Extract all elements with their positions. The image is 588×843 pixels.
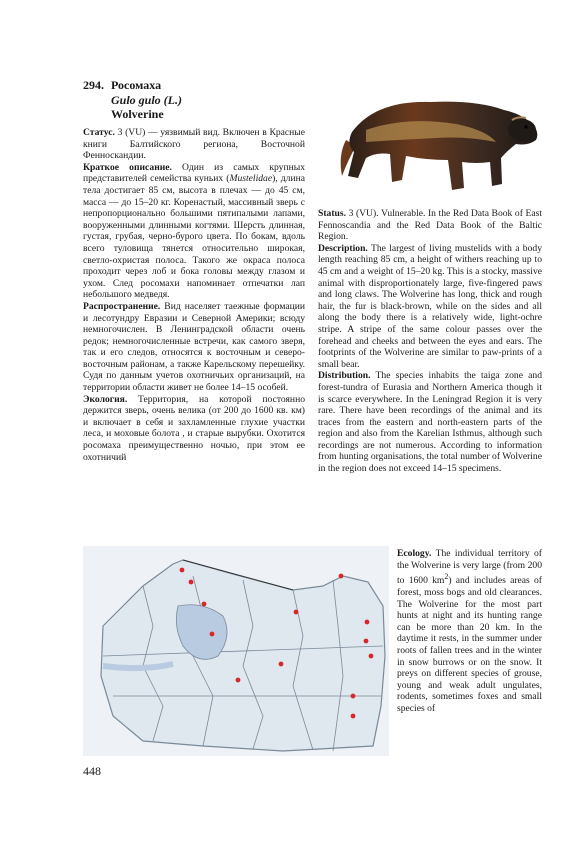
en-status-text: 3 (VU). Vulnerable. In the Red Data Book of East Fennoscandia and the Red Data Book of the Baltic Region. <box>318 208 542 243</box>
record-dot <box>365 620 370 625</box>
record-dot <box>279 662 284 667</box>
ru-distribution-paragraph <box>83 301 305 394</box>
ru-status-label: Статус. <box>83 127 115 138</box>
ru-description-label: Краткое описание. <box>83 161 172 173</box>
record-dot <box>294 610 299 615</box>
en-status-label: Status. <box>318 208 346 219</box>
record-dot <box>351 694 356 699</box>
record-dot <box>189 580 194 585</box>
record-dot <box>210 632 215 637</box>
ru-distribution-text: Вид населяет таежные формации и лесотундру Евразии и Северной Америки; всюду немногочислен. В Ленинградской области очень редок; немногочисленные встречи, как самого зверя, так и его следов, относятся к восточным и северо-восточным районам, а также Карельскому перешейку. Судя по данным учетов охотничьих организаций, на территории области живет не более 14–15 особей. <box>83 300 305 394</box>
ru-ecology-text: Территория, на которой постоянно держится зверь, очень велика (от 200 до 1600 кв. км) и включает в себя и захламленные глухие участки леса, и моховые болота , и старые вырубки. Охотится росомаха преимущественно ночью, при этом ее охотничий <box>83 393 305 463</box>
ru-description-text-2: ), длина тела достигает 85 см, высота в плечах — до 45 см, масса — до 15–20 кг. Коренастый, массивный зверь с непропорционально большими пятипалыми лапами, вооруженными длинными когтями. Шерсть длинная, густая, грубая, черно-бурого цвета. По бокам, вдоль всего туловища тянется относительно широкая, светло-охристая полоса. Такого же окраса полоса проходит через лоб и бока головы между глазом и ухом. След росомахи напоминает отпечатки лап небольшого медведя. <box>83 173 305 301</box>
en-description-paragraph <box>318 243 542 371</box>
en-ecology-paragraph <box>397 548 542 715</box>
distribution-map <box>83 546 389 756</box>
english-ecology-column <box>397 548 542 715</box>
en-ecology-label: Ecology. <box>397 548 432 559</box>
record-dot <box>339 574 344 579</box>
en-distribution-paragraph <box>318 370 542 474</box>
ru-ecology-paragraph <box>83 394 305 464</box>
en-description-label: Description. <box>318 242 368 254</box>
en-ecology-text-2: ) and includes areas of forest, moss bogs and old clearances. The Wolverine for the most part hunts at night and its hunting range can be more than 20 km. In the daytime it rests, in the summer under roots of fallen trees and in the winter in snow burrows or on the snow. It preys on different species of grouse, young and weak adult ungulates, rodents, sometimes foxes and small species of <box>397 575 542 714</box>
species-name-ru: Росомаха <box>111 78 162 92</box>
ru-description-family: Mustelidae <box>229 173 273 185</box>
wolverine-illustration <box>336 80 544 198</box>
species-number: 294. <box>83 78 104 92</box>
ru-description-text-1: Один из самых крупных представителей семейства куньих ( <box>83 161 305 185</box>
ru-status-paragraph <box>83 127 305 162</box>
record-dot <box>351 714 356 719</box>
record-dot <box>364 639 369 644</box>
en-distribution-text: The species inhabits the taiga zone and forest-tundra of Eurasia and Northern America though it is scarce everywhere. In the Leningrad Region it is very rare. There have been recordings of the animal and its traces from the eastern and north-eastern parts of the region and also from the Karelian Isthmus, although such recordings are not numerous. According to information from hunting organisations, the total number of Wolverine in the region does not exceed 14–15 specimens. <box>318 370 542 475</box>
record-dot <box>202 602 207 607</box>
en-description-text: The largest of living mustelids with a body length reaching 85 cm, a height of withers reaching up to 45 cm and a weight of 15–20 kg. This is a stocky, massive animal with disproportionately large, five-fingered paws and long claws. The Wolverine has long, thick and rough hair, the fur is black-brown, while on the sides and all along the body there is a relatively wide, light-ochre stripe. A stripe of the same colour passes over the forehead and cheeks and between the eyes and ears. The footprints of the Wolverine are similar to paw-prints of a small bear. <box>318 242 542 370</box>
en-ecology-text-1: The individual territory of the Wolverine is very large (from 200 to 1600 km <box>397 548 542 587</box>
species-name-en: Wolverine <box>111 107 164 121</box>
record-dot <box>369 654 374 659</box>
record-dot <box>236 678 241 683</box>
en-status-paragraph <box>318 208 542 243</box>
species-name-latin: Gulo gulo (L.) <box>111 92 183 107</box>
page-number: 448 <box>83 764 101 778</box>
en-distribution-label: Distribution. <box>318 370 371 382</box>
russian-column <box>83 127 305 463</box>
species-header <box>83 78 182 122</box>
ru-ecology-label: Экология. <box>83 393 128 405</box>
ru-status-text: 3 (VU) — уязвимый вид. Включен в Красные книги Балтийского региона, Восточной Фенноскандии. <box>83 127 305 162</box>
en-ecology-superscript: 2 <box>444 572 449 582</box>
english-column <box>318 208 542 475</box>
ru-description-paragraph <box>83 162 305 301</box>
record-dot <box>180 568 185 573</box>
ru-distribution-label: Распространение. <box>83 300 161 312</box>
